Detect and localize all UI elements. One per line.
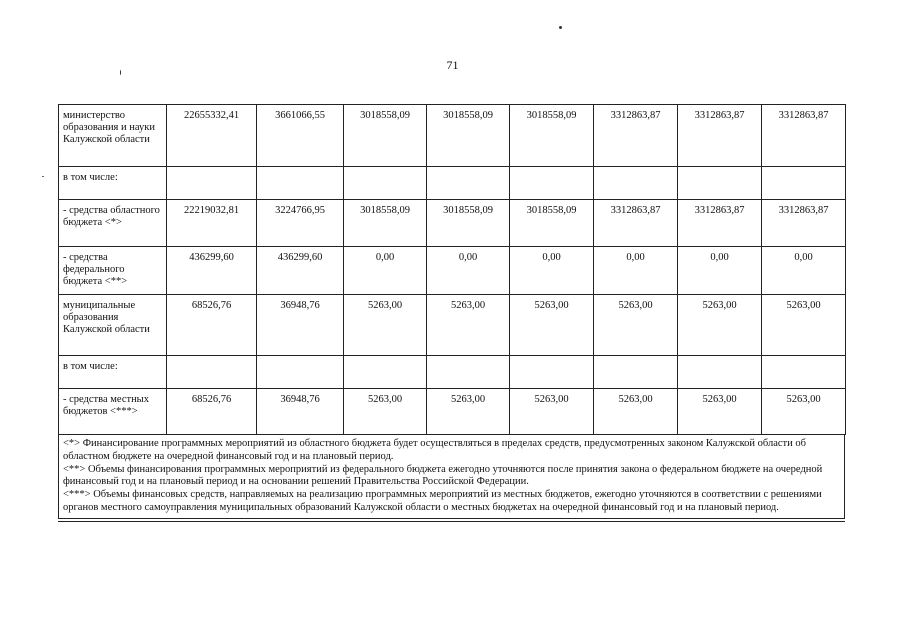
- value-cell: 3661066,55: [257, 105, 344, 167]
- budget-table-body: [59, 105, 846, 435]
- value-cell: 3018558,09: [510, 105, 594, 167]
- value-cell: 3312863,87: [594, 200, 678, 247]
- row-label: муниципальные образования Калужской области: [59, 295, 167, 356]
- value-cell: 0,00: [344, 247, 427, 295]
- value-cell: 3312863,87: [594, 105, 678, 167]
- scan-speck: [120, 70, 121, 75]
- value-cell: 3018558,09: [510, 200, 594, 247]
- table-row: [59, 389, 846, 435]
- value-cell: [167, 356, 257, 389]
- scan-speck: [42, 176, 44, 177]
- value-cell: 3312863,87: [678, 200, 762, 247]
- footnote-federal-budget: <**> Объемы финансирования программных мероприятий из федерального бюджета ежегодно уточняются после принятия закона о федеральном бюджете на очередной финансовый год и на плановый период и на основании решений Правительства Российской Федерации.: [63, 463, 823, 488]
- table-row: [59, 295, 846, 356]
- value-cell: 5263,00: [427, 295, 510, 356]
- value-cell: 3312863,87: [678, 105, 762, 167]
- value-cell: [762, 167, 846, 200]
- value-cell: 5263,00: [762, 389, 846, 435]
- budget-table: [58, 104, 846, 435]
- value-cell: [427, 356, 510, 389]
- row-label: в том числе:: [59, 356, 167, 389]
- value-cell: [594, 167, 678, 200]
- value-cell: [344, 356, 427, 389]
- value-cell: 436299,60: [167, 247, 257, 295]
- value-cell: 5263,00: [510, 295, 594, 356]
- row-label: - средства федерального бюджета <**>: [59, 247, 167, 295]
- value-cell: 5263,00: [678, 295, 762, 356]
- value-cell: 22219032,81: [167, 200, 257, 247]
- value-cell: [257, 356, 344, 389]
- value-cell: [678, 167, 762, 200]
- value-cell: 0,00: [762, 247, 846, 295]
- value-cell: [762, 356, 846, 389]
- value-cell: [510, 356, 594, 389]
- value-cell: 5263,00: [678, 389, 762, 435]
- value-cell: 5263,00: [594, 295, 678, 356]
- value-cell: [594, 356, 678, 389]
- value-cell: [678, 356, 762, 389]
- value-cell: 3224766,95: [257, 200, 344, 247]
- table-row: [59, 356, 846, 389]
- table-bottom-double-line: [58, 518, 845, 522]
- scan-speck: [559, 26, 562, 29]
- value-cell: [427, 167, 510, 200]
- value-cell: 3018558,09: [344, 200, 427, 247]
- value-cell: [510, 167, 594, 200]
- value-cell: [257, 167, 344, 200]
- footnote-local-budgets: <***> Объемы финансовых средств, направляемых на реализацию программных мероприятий из местных бюджетов, ежегодно уточняются в соответствии с решениями органов местного самоуправления муниципальных образований Калужской области о местных бюджетах на очередной финансовый год и на плановый период.: [63, 489, 822, 513]
- value-cell: 3018558,09: [427, 200, 510, 247]
- value-cell: 0,00: [594, 247, 678, 295]
- value-cell: 3312863,87: [762, 200, 846, 247]
- value-cell: 0,00: [427, 247, 510, 295]
- row-label: - средства областного бюджета <*>: [59, 200, 167, 247]
- value-cell: 36948,76: [257, 295, 344, 356]
- value-cell: 36948,76: [257, 389, 344, 435]
- value-cell: 5263,00: [594, 389, 678, 435]
- table-row: [59, 167, 846, 200]
- table-row: [59, 105, 846, 167]
- value-cell: 3018558,09: [427, 105, 510, 167]
- budget-table-container: [58, 104, 845, 522]
- value-cell: 22655332,41: [167, 105, 257, 167]
- value-cell: 68526,76: [167, 389, 257, 435]
- row-label: министерство образования и науки Калужской области: [59, 105, 167, 167]
- row-label: - средства местных бюджетов <***>: [59, 389, 167, 435]
- value-cell: 5263,00: [510, 389, 594, 435]
- value-cell: 5263,00: [427, 389, 510, 435]
- value-cell: 3018558,09: [344, 105, 427, 167]
- footnote-regional-budget: <*> Финансирование программных мероприятий из областного бюджета будет осуществляться в пределах средств, предусмотренных законом Калужской области об областном бюджете на очередной финансовый год и на плановый период.: [63, 438, 806, 462]
- value-cell: 3312863,87: [762, 105, 846, 167]
- table-row: [59, 200, 846, 247]
- row-label: в том числе:: [59, 167, 167, 200]
- footnotes: [58, 435, 845, 519]
- value-cell: 0,00: [510, 247, 594, 295]
- value-cell: [167, 167, 257, 200]
- value-cell: 68526,76: [167, 295, 257, 356]
- value-cell: 5263,00: [762, 295, 846, 356]
- value-cell: 5263,00: [344, 389, 427, 435]
- value-cell: 5263,00: [344, 295, 427, 356]
- page-number: 71: [446, 58, 459, 72]
- table-row: [59, 247, 846, 295]
- value-cell: 0,00: [678, 247, 762, 295]
- value-cell: 436299,60: [257, 247, 344, 295]
- value-cell: [344, 167, 427, 200]
